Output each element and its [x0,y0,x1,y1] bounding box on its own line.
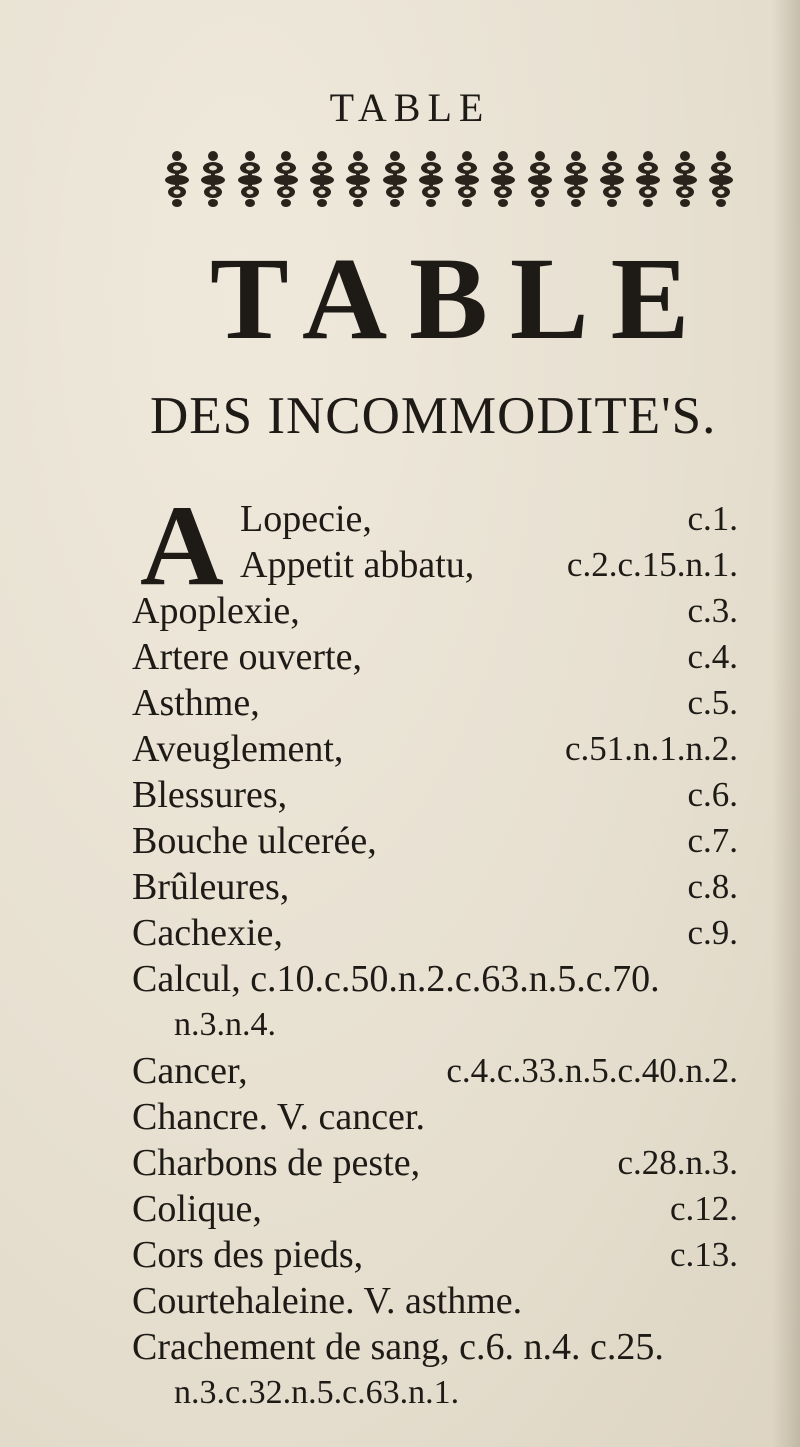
entry-term: n.3.n.4. [174,1006,276,1043]
fleuron-ornament-icon [273,150,299,208]
index-entries [0,496,800,1416]
entry-term: Lopecie, [240,498,372,540]
index-entry [0,1232,800,1278]
fleuron-ornament-icon [708,150,734,208]
index-entry [0,818,800,864]
entry-ref: c.12. [669,1189,738,1228]
index-entry [0,634,800,680]
entry-term: Cors des pieds, [132,1234,364,1276]
index-entry [0,772,800,818]
fleuron-ornament-icon [164,150,190,208]
page-subtitle: DES INCOMMODITE'S. [150,387,717,445]
entry-term: Cachexie, [132,912,283,954]
drop-cap: A [140,482,224,610]
entry-term: n.3.c.32.n.5.c.63.n.1. [174,1374,460,1411]
entry-ref: c.2.c.15.n.1. [566,545,738,584]
entry-term: Calcul, c.10.c.50.n.2.c.63.n.5.c.70. [132,958,660,1000]
index-entry [0,864,800,910]
entry-ref: c.8. [687,867,738,906]
entry-term: Charbons de peste, [132,1142,421,1184]
index-entry-continuation [0,1370,800,1416]
index-entry [0,1186,800,1232]
index-entry [0,1140,800,1186]
index-entry [0,956,800,1002]
fleuron-ornament-icon [382,150,408,208]
fleuron-ornament-icon [345,150,371,208]
index-entry [0,496,800,542]
fleuron-ornament-icon [672,150,698,208]
entry-term: Artere ouverte, [132,636,362,678]
fleuron-ornament-icon [490,150,516,208]
index-entry [0,910,800,956]
entry-ref: c.28.n.3. [617,1143,738,1182]
fleuron-ornament-icon [237,150,263,208]
index-entry [0,1048,800,1094]
entry-ref: c.5. [687,683,738,722]
entry-ref: c.3. [687,591,738,630]
fleuron-ornament-icon [527,150,553,208]
entry-term: Bouche ulcerée, [132,820,377,862]
entry-ref: c.1. [687,499,738,538]
entry-term: Blessures, [132,774,288,816]
entry-term: Appetit abbatu, [240,544,475,586]
entry-term: Cancer, [132,1050,248,1092]
fleuron-ornament-icon [200,150,226,208]
fleuron-ornament-icon [454,150,480,208]
entry-term: Asthme, [132,682,260,724]
fleuron-ornament-icon [309,150,335,208]
entry-ref: c.6. [687,775,738,814]
index-entry [0,1324,800,1370]
entry-term: Crachement de sang, c.6. n.4. c.25. [132,1326,664,1368]
running-head: TABLE [329,85,491,130]
entry-term: Colique, [132,1188,262,1230]
entry-ref: c.4. [687,637,738,676]
entry-ref: c.9. [687,913,738,952]
entry-term: Courtehaleine. V. asthme. [132,1280,523,1322]
fleuron-ornament-icon [563,150,589,208]
entry-ref: c.7. [687,821,738,860]
index-entry [0,542,800,588]
fleuron-ornament-icon [599,150,625,208]
index-entry [0,1094,800,1140]
entry-ref: c.4.c.33.n.5.c.40.n.2. [446,1051,738,1090]
entry-term: Chancre. V. cancer. [132,1096,425,1138]
index-entry [0,726,800,772]
index-entry-continuation [0,1002,800,1048]
entry-term: Aveuglement, [132,728,344,770]
index-entry [0,1278,800,1324]
index-entry [0,588,800,634]
ornament-band [164,150,734,210]
page-title: TABLE [210,233,712,364]
entry-ref: c.51.n.1.n.2. [564,729,738,768]
entry-ref: c.13. [669,1235,738,1274]
fleuron-ornament-icon [635,150,661,208]
fleuron-ornament-icon [418,150,444,208]
index-entry [0,680,800,726]
entry-term: Brûleures, [132,866,290,908]
entry-term: Apoplexie, [132,590,300,632]
